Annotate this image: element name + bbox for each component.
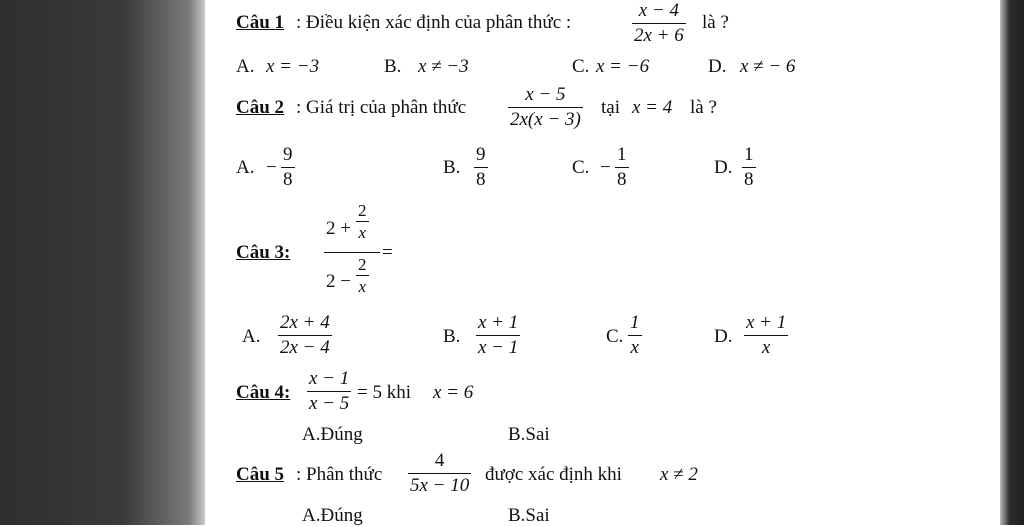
q2-opt-a-key: A. <box>236 157 255 178</box>
q2-tail-a: tại <box>601 97 620 118</box>
q3-opt-c-num: 1 <box>630 312 640 333</box>
q2-opt-b-num: 9 <box>476 144 486 165</box>
q2-label: Câu 2 <box>236 97 285 118</box>
fraction-bar <box>356 221 369 222</box>
photo-dark-edge-left <box>0 0 205 525</box>
q3-opt-c-key: C. <box>606 326 624 347</box>
q3-top-small-fraction <box>356 201 369 242</box>
q3-top-den: x <box>358 223 367 242</box>
q3-opt-c-fraction <box>628 312 642 359</box>
q3-bot-den: x <box>358 277 367 296</box>
q2-opt-a-num: 9 <box>283 144 293 165</box>
q2-fraction <box>508 84 583 131</box>
fraction-bar <box>628 335 642 336</box>
q1-opt-d-val: x ≠ − 6 <box>740 56 796 77</box>
q2-opt-d-key: D. <box>714 157 733 178</box>
fraction-bar <box>356 275 369 276</box>
fraction-bar <box>744 335 788 336</box>
q3-label: Câu 3: <box>236 242 291 263</box>
q5-frac-den: 5x − 10 <box>410 475 470 496</box>
q2-opt-d-fraction <box>742 144 756 191</box>
q2-opt-a-fraction <box>281 144 295 191</box>
q1-text: : Điều kiện xác định của phân thức : <box>296 12 572 33</box>
q3-opt-a-key: A. <box>242 326 261 347</box>
q3-opt-b-num: x + 1 <box>478 312 519 333</box>
q3-opt-d-fraction <box>744 312 788 359</box>
q3-bot-small-fraction <box>356 255 369 296</box>
q2-opt-c-sign: − <box>600 157 611 178</box>
fraction-bar <box>474 167 488 168</box>
q4-tail: = 5 khi <box>357 382 411 403</box>
q2-tail-b: x = 4 <box>632 97 673 118</box>
q2-tail-c: là ? <box>690 97 717 118</box>
q5-tail: được xác định khi <box>485 464 622 485</box>
q5-frac-num: 4 <box>434 450 445 471</box>
q3-opt-b-fraction <box>476 312 520 359</box>
q1-frac-num: x − 4 <box>638 0 680 21</box>
q3-opt-b-den: x − 1 <box>478 337 519 358</box>
q5-fraction <box>408 450 471 497</box>
q3-opt-a-den: 2x − 4 <box>280 337 330 358</box>
q5-opt-b: B.Sai <box>508 505 550 526</box>
q4-label: Câu 4: <box>236 382 291 403</box>
q1-frac-den: 2x + 6 <box>634 25 684 46</box>
q1-fraction <box>632 0 686 47</box>
q1-opt-c-key: C. <box>572 56 590 77</box>
q2-opt-a-den: 8 <box>283 169 293 190</box>
fraction-bar <box>278 335 332 336</box>
q4-opt-a: A.Đúng <box>302 424 363 445</box>
q1-label: Câu 1 <box>236 12 285 33</box>
q2-text: : Giá trị của phân thức <box>296 97 467 118</box>
q1-tail: là ? <box>702 12 729 33</box>
q2-opt-b-fraction <box>474 144 488 191</box>
q4-condition: x = 6 <box>433 382 474 403</box>
q2-frac-den: 2x(x − 3) <box>510 109 581 130</box>
q5-opt-a: A.Đúng <box>302 505 363 526</box>
q3-opt-d-den: x <box>761 337 771 358</box>
q1-opt-b-val: x ≠ −3 <box>418 56 469 77</box>
q5-text: : Phân thức <box>296 464 383 485</box>
fraction-bar <box>281 167 295 168</box>
fraction-bar <box>508 107 583 108</box>
q3-opt-a-num: 2x + 4 <box>280 312 330 333</box>
q3-opt-d-key: D. <box>714 326 733 347</box>
q1-opt-d-key: D. <box>708 56 727 77</box>
fraction-bar <box>307 391 351 392</box>
q1-opt-c-val: x = −6 <box>596 56 650 77</box>
q4-frac-den: x − 5 <box>309 393 350 414</box>
q2-opt-c-num: 1 <box>617 144 627 165</box>
q2-frac-num: x − 5 <box>525 84 566 105</box>
q2-opt-c-fraction <box>615 144 629 191</box>
q3-top-lead: 2 + <box>326 218 351 239</box>
fraction-bar <box>476 335 520 336</box>
q3-opt-b-key: B. <box>443 326 461 347</box>
q3-equals: = <box>382 242 393 263</box>
q5-condition: x ≠ 2 <box>660 464 698 485</box>
fraction-bar <box>742 167 756 168</box>
fraction-bar <box>615 167 629 168</box>
q2-opt-c-key: C. <box>572 157 590 178</box>
q3-opt-d-num: x + 1 <box>746 312 787 333</box>
q3-top-num: 2 <box>358 201 367 220</box>
worksheet-page <box>205 0 1000 525</box>
q1-opt-a-val: x = −3 <box>266 56 320 77</box>
q4-fraction <box>307 368 351 415</box>
q2-opt-c-den: 8 <box>617 169 627 190</box>
q2-opt-b-den: 8 <box>476 169 486 190</box>
q4-frac-num: x − 1 <box>309 368 350 389</box>
q3-main-fraction-bar <box>324 252 380 253</box>
q3-opt-c-den: x <box>630 337 639 358</box>
q3-bot-lead: 2 − <box>326 271 351 292</box>
q4-opt-b: B.Sai <box>508 424 550 445</box>
q2-opt-b-key: B. <box>443 157 461 178</box>
fraction-bar <box>632 23 686 24</box>
q3-bot-num: 2 <box>358 255 367 274</box>
q3-opt-a-fraction <box>278 312 332 359</box>
q2-opt-d-den: 8 <box>744 169 754 190</box>
q2-opt-d-num: 1 <box>744 144 754 165</box>
q1-opt-a-key: A. <box>236 56 255 77</box>
q2-opt-a-sign: − <box>266 157 277 178</box>
photo-dark-edge-right <box>1000 0 1024 525</box>
q5-label: Câu 5 <box>236 464 285 485</box>
q1-opt-b-key: B. <box>384 56 402 77</box>
fraction-bar <box>408 473 471 474</box>
